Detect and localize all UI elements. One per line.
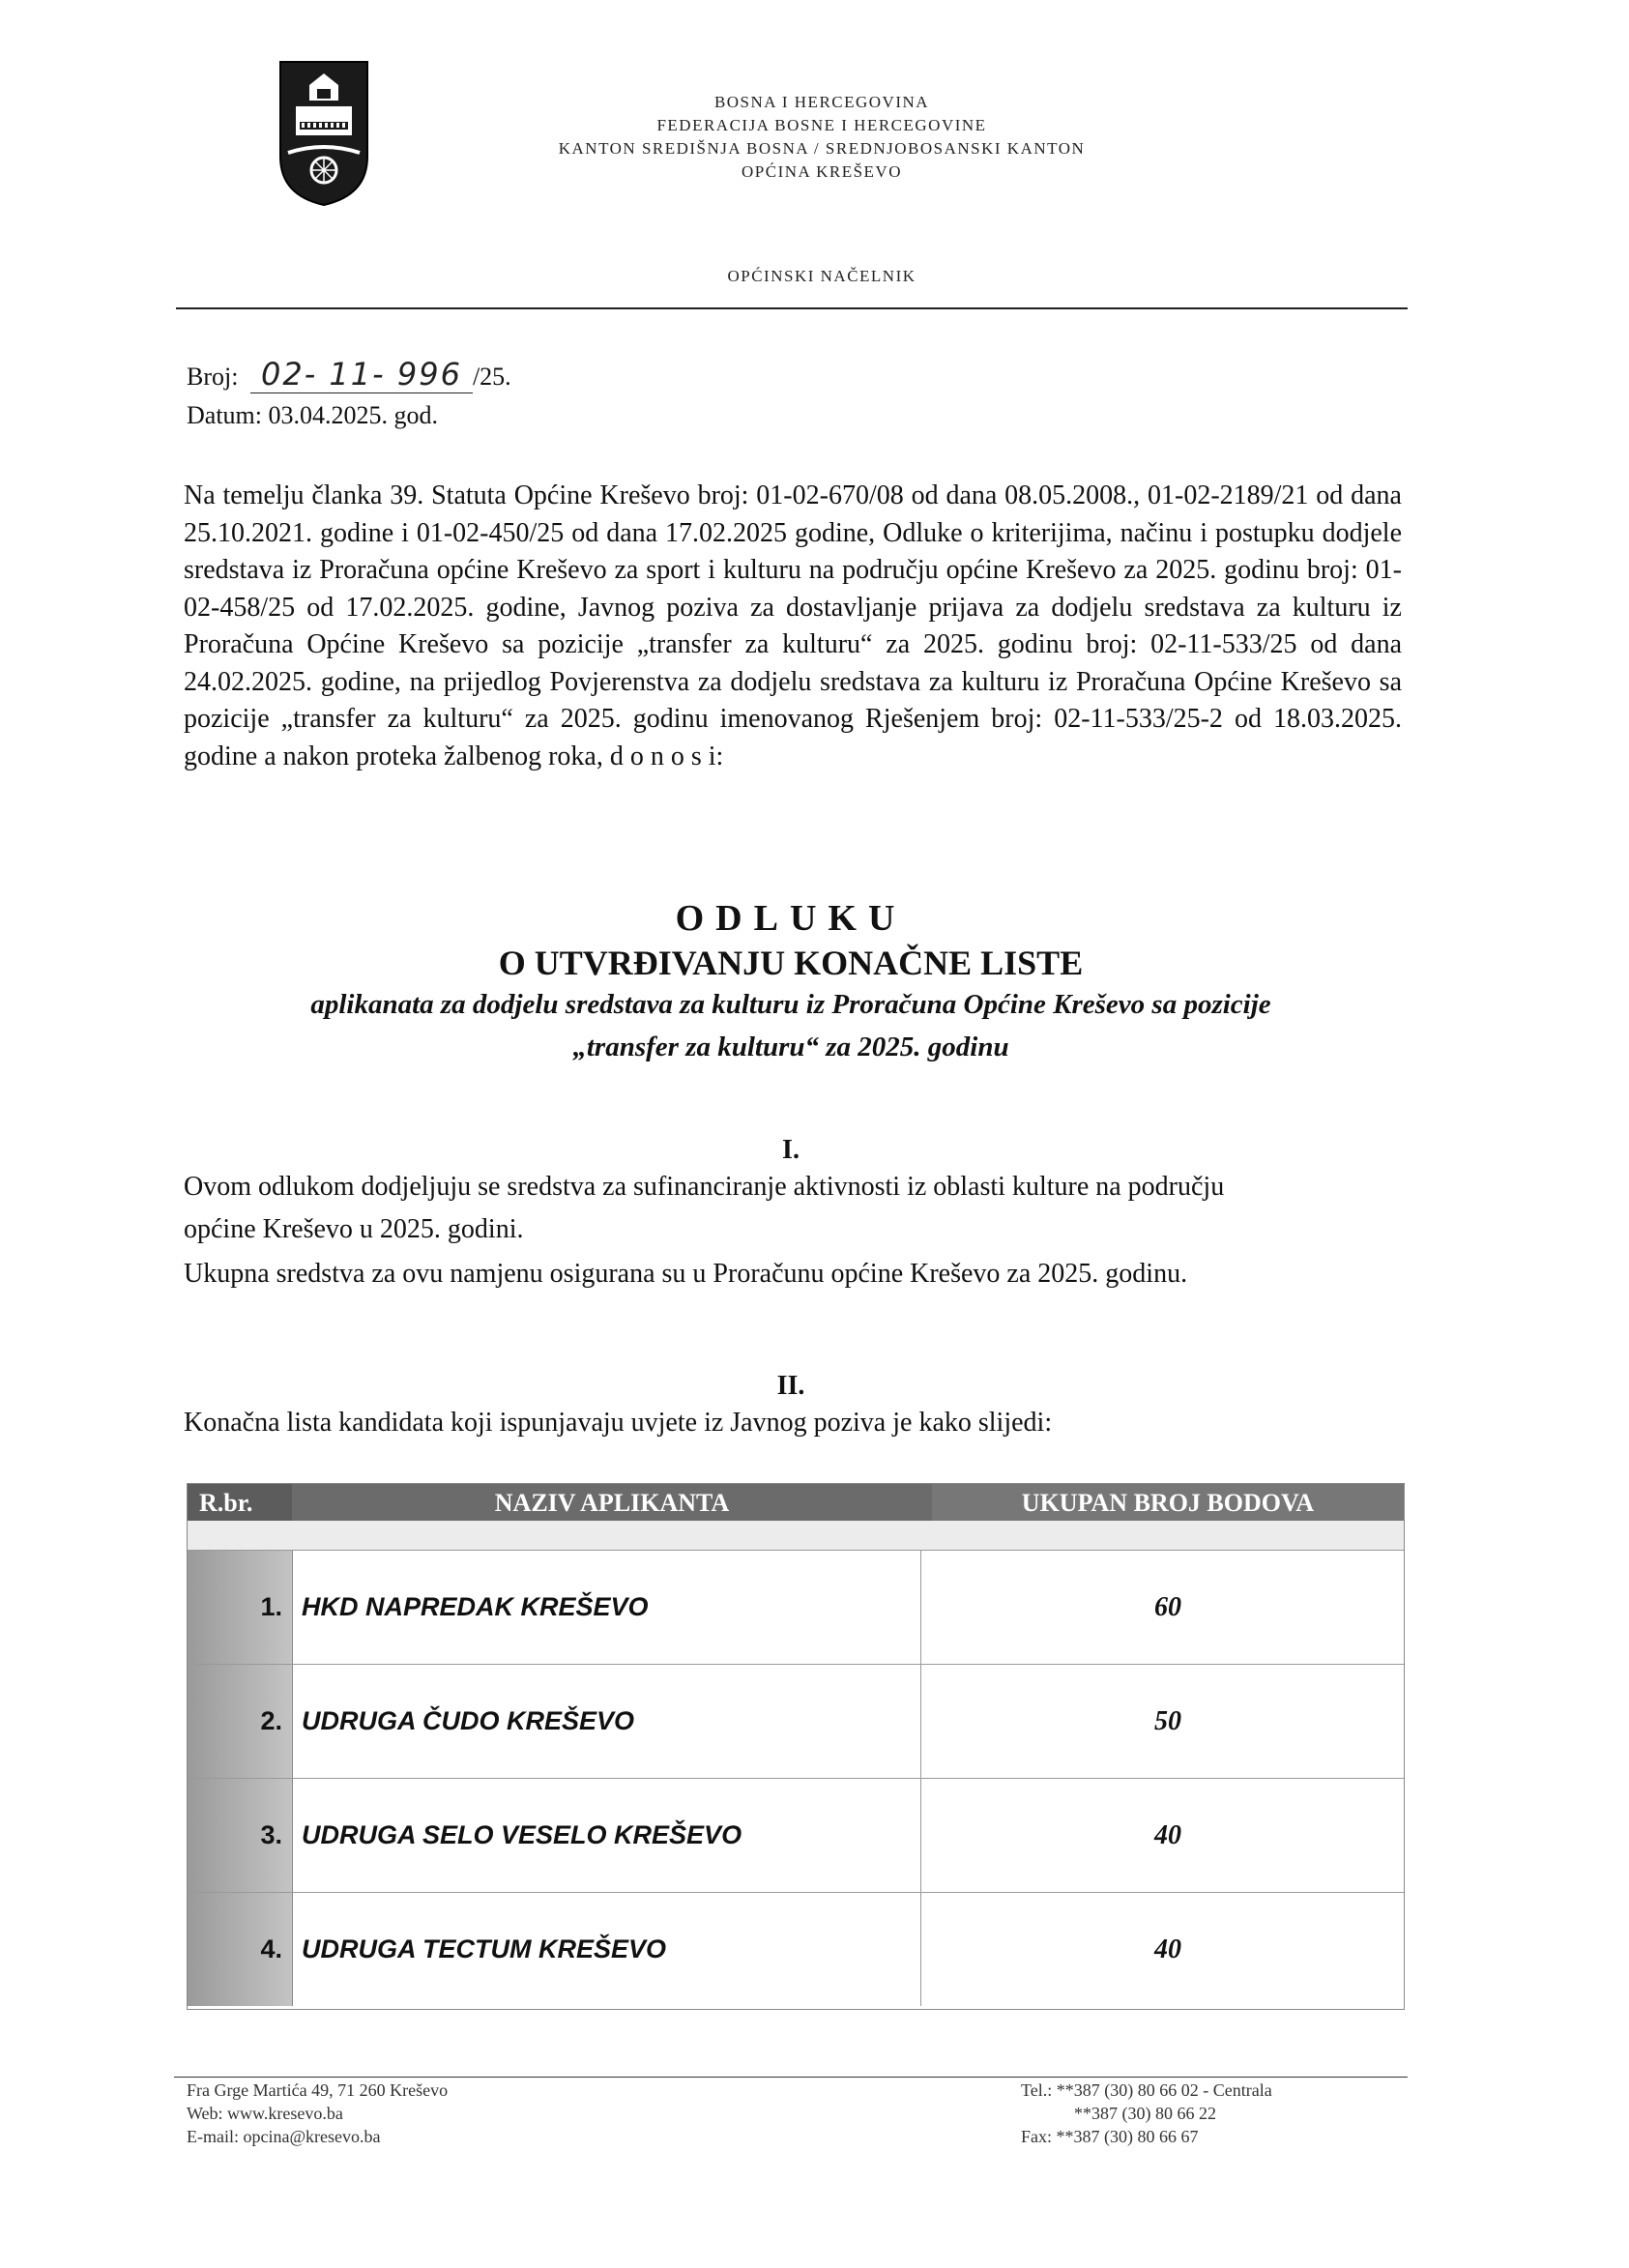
table-row [188,1551,1404,1665]
applicant-name: UDRUGA SELO VESELO KREŠEVO [302,1779,921,1892]
header-country: BOSNA I HERCEGOVINA [713,93,930,111]
decision-subtitle: O UTVRĐIVANJU KONAČNE LISTE [498,944,1084,982]
header-federation: FEDERACIJA BOSNE I HERCEGOVINE [656,116,987,134]
applicant-points: 50 [1154,1706,1181,1736]
header-municipality: OPĆINA KREŠEVO [742,162,902,181]
footer-web-link[interactable]: Web: www.kresevo.ba [187,2104,343,2123]
table-subheader-band [188,1521,1404,1551]
applicants-table [187,1483,1405,2010]
section-1-line1: Ovom odlukom dodjeljuju se sredstva za sufinanciranje aktivnosti iz oblasti kulture na području [184,1172,1225,1202]
decision-scope-line2: „transfer za kulturu“ za 2025. godinu [572,1032,1009,1062]
applicant-name: UDRUGA ČUDO KREŠEVO [302,1665,921,1778]
section-1-line3: Ukupna sredstva za ovu namjenu osigurana su u Proračunu općine Kreševo za 2025. godinu. [184,1259,1188,1289]
applicant-points: 40 [1154,1934,1181,1964]
footer-address: Fra Grge Martića 49, 71 260 Kreševo [187,2080,449,2100]
column-header-points: UKUPAN BROJ BODOVA [932,1484,1404,1521]
row-number: 4. [260,1934,282,1963]
section-2-text: Konačna lista kandidata koji ispunjavaju uvjete iz Javnog poziva je kako slijedi: [184,1408,1053,1438]
table-row [188,1779,1404,1893]
header-divider [176,307,1408,309]
column-header-name: NAZIV APLIKANTA [292,1484,932,1521]
document-number [187,356,511,393]
intro-paragraph: Na temelju članka 39. Statuta Općine Kreševo broj: 01-02-670/08 od dana 08.05.2008., 01-02-2189/21 od dana 25.10.2021. godine i 01-02-450/25 od dana 17.02.2025 godine, Odluke o kriterijima, načinu i postupku dodjele sredstava iz Proračuna općine Kreševo za sport i kulturu na području općine Kreševo za 2025. godinu broj: 01-02-458/25 od 17.02.2025. godine, Javnog poziva za dostavljanje prijava za dodjelu sredstava za kulturu iz Proračuna Općine Kreševo sa pozicije „transfer za kulturu“ za 2025. godinu broj: 02-11-533/25 od dana 24.02.2025. godine, na prijedlog Povjerenstva za dodjelu sredstava za kulturu iz Proračuna Općine Kreševo sa pozicije „transfer za kulturu“ za 2025. godinu imenovanog Rješenjem broj: 02-11-533/25-2 od 18.03.2025. godine a nakon proteka žalbenog roka, d o n o s i: [184,480,1402,771]
broj-suffix: /25. [472,363,511,391]
decision-scope-line1: aplikanata za dodjelu sredstava za kulturu iz Proračuna Općine Kreševo sa pozicije [310,989,1271,1020]
row-number: 1. [260,1592,282,1621]
section-1-number: I. [782,1135,800,1165]
header-canton: KANTON SREDIŠNJA BOSNA / SREDNJOBOSANSKI KANTON [558,139,1086,158]
document-date: Datum: 03.04.2025. god. [187,401,438,429]
footer-divider [174,2077,1408,2078]
footer-tel-central: Tel.: **387 (30) 80 66 02 - Centrala [1021,2080,1272,2100]
decision-title: ODLUKU [675,898,907,939]
table-row [188,1665,1404,1779]
column-header-rbr: R.br. [188,1484,292,1521]
row-number: 3. [260,1820,282,1849]
footer-tel-2: **387 (30) 80 66 22 [1074,2104,1216,2123]
applicant-points: 40 [1154,1820,1181,1850]
broj-handwritten: 02- 11- 996 [250,356,473,393]
broj-label: Broj: [187,363,239,391]
municipality-crest-logo [278,60,369,207]
section-2-number: II. [776,1371,805,1401]
footer-email-link[interactable]: E-mail: opcina@kresevo.ba [187,2127,381,2146]
header-office: OPĆINSKI NAČELNIK [727,267,916,285]
footer-fax: Fax: **387 (30) 80 66 67 [1021,2127,1199,2146]
applicant-points: 60 [1154,1592,1181,1622]
applicant-name: HKD NAPREDAK KREŠEVO [302,1551,921,1664]
applicant-name: UDRUGA TECTUM KREŠEVO [302,1893,921,2006]
table-row [188,1893,1404,2006]
row-number: 2. [260,1706,282,1735]
section-1-line2: općine Kreševo u 2025. godini. [184,1214,524,1244]
